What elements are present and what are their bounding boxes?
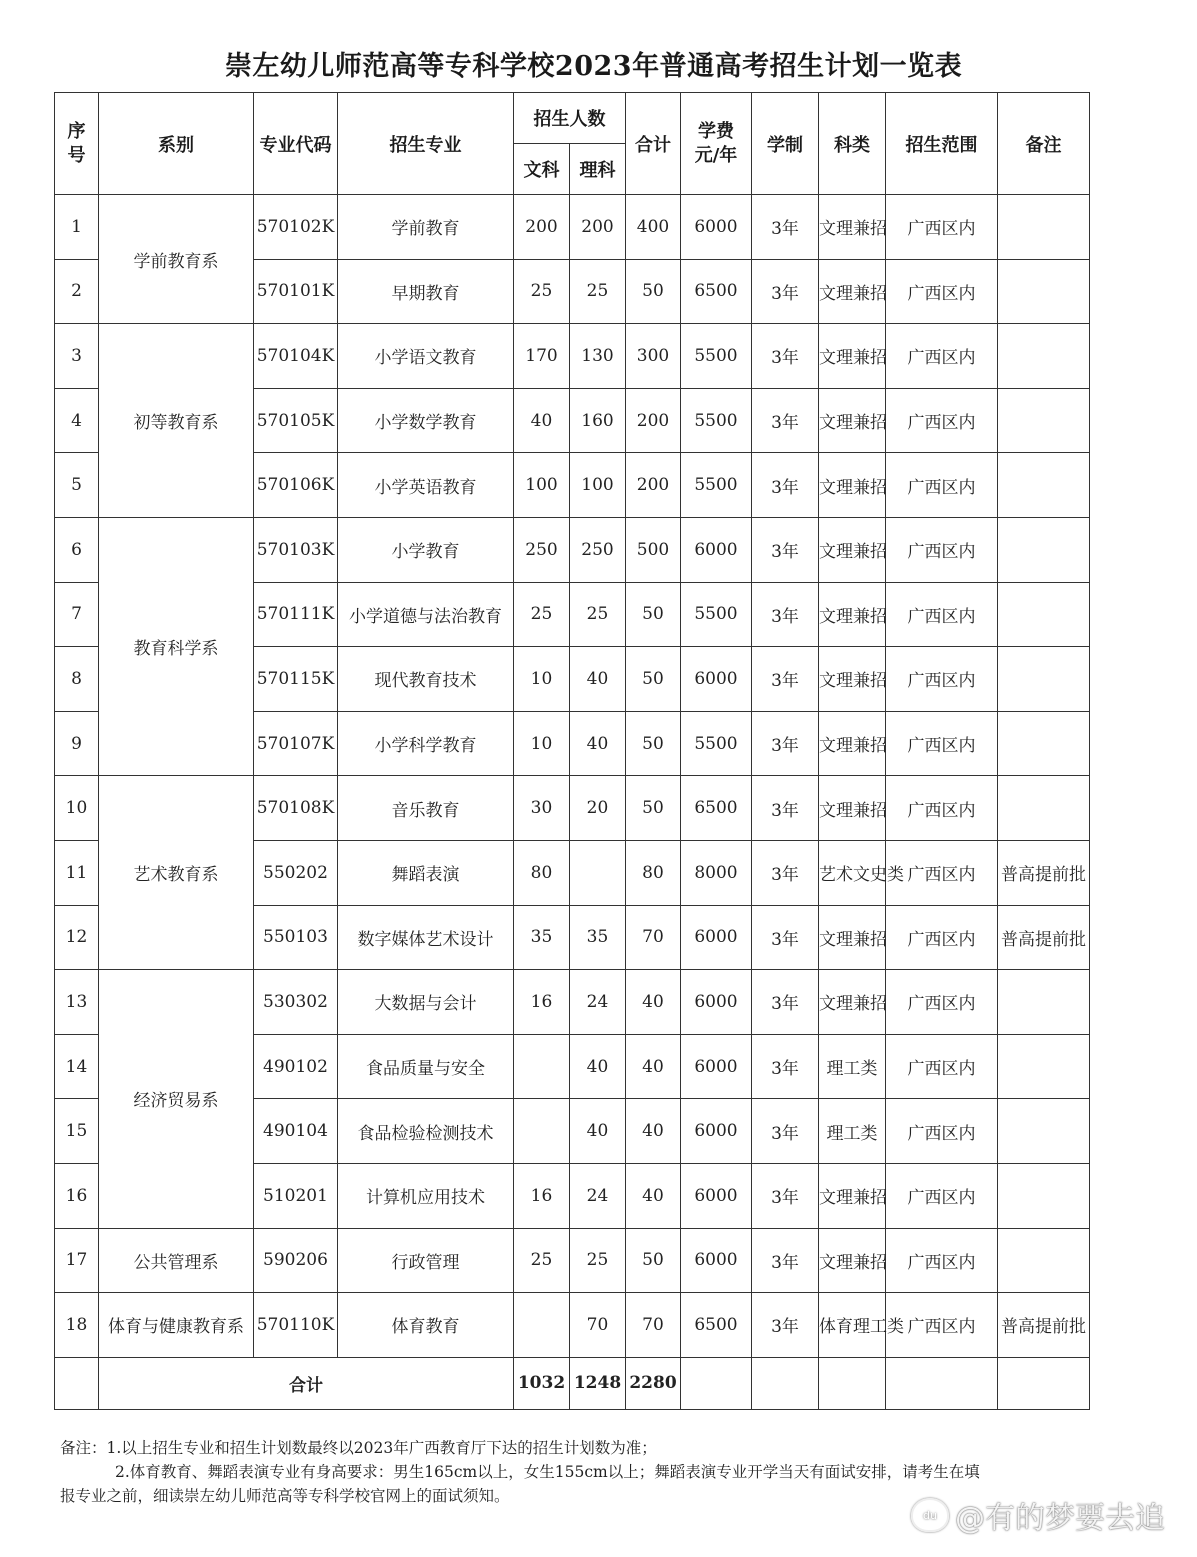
cell-li: 24 [570, 970, 626, 1035]
cell-total: 50 [626, 711, 681, 776]
cell-remark [998, 195, 1090, 260]
cell-wen: 16 [514, 970, 570, 1035]
cell-scope: 广西区内 [886, 582, 998, 647]
header-category: 科类 [819, 93, 886, 195]
cell-code: 570105K [254, 388, 338, 453]
cell-code: 570104K [254, 324, 338, 389]
cell-total: 50 [626, 647, 681, 712]
total-label: 合计 [99, 1357, 514, 1409]
total-row [55, 1357, 1197, 1409]
cell-li: 40 [570, 1034, 626, 1099]
cell-total: 500 [626, 517, 681, 582]
cell-code: 570115K [254, 647, 338, 712]
cell-duration: 3年 [752, 647, 819, 712]
cell-wen: 10 [514, 711, 570, 776]
cell-category: 体育理工类 [819, 1293, 886, 1358]
cell-department: 艺术教育系 [99, 776, 254, 970]
total-dur-empty [752, 1357, 819, 1409]
cell-department: 体育与健康教育系 [99, 1293, 254, 1358]
cell-wen: 16 [514, 1163, 570, 1228]
header-duration: 学制 [752, 93, 819, 195]
cell-fee: 5500 [681, 453, 752, 518]
header-code: 专业代码 [254, 93, 338, 195]
cell-code: 570110K [254, 1293, 338, 1358]
header-total: 合计 [626, 93, 681, 195]
cell-code: 530302 [254, 970, 338, 1035]
cell-fee: 8000 [681, 840, 752, 905]
cell-seq: 4 [55, 388, 99, 453]
cell-duration: 3年 [752, 711, 819, 776]
cell-major: 计算机应用技术 [338, 1163, 514, 1228]
cell-li: 24 [570, 1163, 626, 1228]
cell-code: 570103K [254, 517, 338, 582]
cell-fee: 6500 [681, 776, 752, 841]
cell-scope: 广西区内 [886, 259, 998, 324]
cell-major: 体育教育 [338, 1293, 514, 1358]
cell-wen: 170 [514, 324, 570, 389]
total-empty-cell [55, 1357, 99, 1409]
cell-seq: 9 [55, 711, 99, 776]
cell-fee: 6000 [681, 1228, 752, 1293]
table-row [55, 195, 1197, 260]
cell-fee: 6000 [681, 1034, 752, 1099]
table-row [55, 1293, 1197, 1358]
cell-category: 文理兼招 [819, 517, 886, 582]
cell-scope: 广西区内 [886, 647, 998, 712]
cell-li: 200 [570, 195, 626, 260]
cell-code: 570108K [254, 776, 338, 841]
cell-remark [998, 970, 1090, 1035]
cell-wen: 200 [514, 195, 570, 260]
table-body [55, 195, 1197, 1358]
cell-wen [514, 1099, 570, 1164]
cell-fee: 6000 [681, 647, 752, 712]
cell-scope: 广西区内 [886, 970, 998, 1035]
cell-total: 80 [626, 840, 681, 905]
cell-fee: 6500 [681, 1293, 752, 1358]
cell-code: 550103 [254, 905, 338, 970]
cell-code: 570107K [254, 711, 338, 776]
cell-category: 艺术文史类 [819, 840, 886, 905]
cell-duration: 3年 [752, 905, 819, 970]
cell-major: 现代教育技术 [338, 647, 514, 712]
cell-duration: 3年 [752, 582, 819, 647]
cell-wen: 250 [514, 517, 570, 582]
cell-remark [998, 582, 1090, 647]
cell-category: 文理兼招 [819, 195, 886, 260]
cell-total: 50 [626, 582, 681, 647]
cell-seq: 1 [55, 195, 99, 260]
cell-code: 570101K [254, 259, 338, 324]
cell-remark: 普高提前批 [998, 1293, 1090, 1358]
cell-duration: 3年 [752, 1099, 819, 1164]
cell-wen: 25 [514, 259, 570, 324]
note-line-3: 报专业之前，细读崇左幼儿师范高等专科学校官网上的面试须知。 [60, 1487, 510, 1505]
cell-fee: 6500 [681, 259, 752, 324]
cell-fee: 5500 [681, 711, 752, 776]
cell-seq: 5 [55, 453, 99, 518]
header-like: 理科 [570, 144, 626, 195]
cell-major: 行政管理 [338, 1228, 514, 1293]
cell-fee: 6000 [681, 905, 752, 970]
cell-department: 教育科学系 [99, 517, 254, 775]
cell-code: 550202 [254, 840, 338, 905]
cell-fee: 6000 [681, 1099, 752, 1164]
cell-duration: 3年 [752, 1228, 819, 1293]
cell-total: 70 [626, 905, 681, 970]
cell-total: 40 [626, 970, 681, 1035]
enrollment-table [54, 92, 1197, 1410]
cell-scope: 广西区内 [886, 324, 998, 389]
cell-scope: 广西区内 [886, 388, 998, 453]
cell-scope: 广西区内 [886, 905, 998, 970]
cell-seq: 8 [55, 647, 99, 712]
cell-duration: 3年 [752, 453, 819, 518]
cell-duration: 3年 [752, 970, 819, 1035]
cell-department: 经济贸易系 [99, 970, 254, 1228]
cell-li: 40 [570, 711, 626, 776]
cell-wen [514, 1293, 570, 1358]
cell-li [570, 840, 626, 905]
cell-li: 20 [570, 776, 626, 841]
cell-total: 40 [626, 1034, 681, 1099]
cell-duration: 3年 [752, 1163, 819, 1228]
cell-remark [998, 647, 1090, 712]
total-remark-empty [998, 1357, 1090, 1409]
cell-wen: 10 [514, 647, 570, 712]
cell-wen: 100 [514, 453, 570, 518]
cell-seq: 13 [55, 970, 99, 1035]
cell-remark [998, 1228, 1090, 1293]
cell-li: 40 [570, 1099, 626, 1164]
cell-fee: 5500 [681, 388, 752, 453]
cell-fee: 6000 [681, 1163, 752, 1228]
cell-duration: 3年 [752, 1293, 819, 1358]
cell-li: 25 [570, 259, 626, 324]
cell-department: 公共管理系 [99, 1228, 254, 1293]
cell-fee: 6000 [681, 195, 752, 260]
cell-scope: 广西区内 [886, 1293, 998, 1358]
cell-duration: 3年 [752, 324, 819, 389]
cell-li: 130 [570, 324, 626, 389]
cell-category: 文理兼招 [819, 776, 886, 841]
cell-major: 小学英语教育 [338, 453, 514, 518]
cell-remark [998, 1099, 1090, 1164]
header-fee: 学费 元/年 [681, 93, 752, 195]
cell-remark [998, 259, 1090, 324]
cell-category: 文理兼招 [819, 388, 886, 453]
cell-fee: 5500 [681, 324, 752, 389]
cell-wen [514, 1034, 570, 1099]
cell-seq: 3 [55, 324, 99, 389]
cell-major: 数字媒体艺术设计 [338, 905, 514, 970]
cell-total: 400 [626, 195, 681, 260]
total-cat-empty [819, 1357, 886, 1409]
note-line-2: 2.体育教育、舞蹈表演专业有身高要求：男生165cm以上，女生155cm以上；舞蹈表演专业开学当天有面试安排，请考生在填 [115, 1463, 980, 1481]
cell-scope: 广西区内 [886, 1034, 998, 1099]
cell-duration: 3年 [752, 1034, 819, 1099]
cell-seq: 2 [55, 259, 99, 324]
cell-remark [998, 453, 1090, 518]
table-row [55, 324, 1197, 389]
cell-li: 250 [570, 517, 626, 582]
cell-major: 小学教育 [338, 517, 514, 582]
header-remark: 备注 [998, 93, 1090, 195]
cell-total: 200 [626, 388, 681, 453]
note-line-1: 备注：1.以上招生专业和招生计划数最终以2023年广西教育厅下达的招生计划数为准； [60, 1439, 657, 1457]
cell-seq: 10 [55, 776, 99, 841]
cell-category: 理工类 [819, 1034, 886, 1099]
cell-li: 40 [570, 647, 626, 712]
page-title: 崇左幼儿师范高等专科学校2023年普通高考招生计划一览表 [224, 51, 963, 82]
cell-total: 40 [626, 1099, 681, 1164]
table-row [55, 970, 1197, 1035]
cell-remark [998, 517, 1090, 582]
header-row-1 [55, 93, 1197, 144]
cell-wen: 25 [514, 1228, 570, 1293]
cell-seq: 6 [55, 517, 99, 582]
cell-category: 文理兼招 [819, 1228, 886, 1293]
cell-wen: 25 [514, 582, 570, 647]
cell-li: 70 [570, 1293, 626, 1358]
header-dept: 系别 [99, 93, 254, 195]
cell-total: 300 [626, 324, 681, 389]
cell-category: 文理兼招 [819, 1163, 886, 1228]
header-seq: 序 号 [55, 93, 99, 195]
cell-category: 文理兼招 [819, 647, 886, 712]
header-enroll: 招生人数 [514, 93, 626, 144]
cell-major: 音乐教育 [338, 776, 514, 841]
cell-scope: 广西区内 [886, 1099, 998, 1164]
cell-duration: 3年 [752, 259, 819, 324]
cell-major: 大数据与会计 [338, 970, 514, 1035]
paw-logo-icon: du [911, 1498, 949, 1532]
cell-category: 文理兼招 [819, 324, 886, 389]
header-major: 招生专业 [338, 93, 514, 195]
total-wen: 1032 [514, 1357, 570, 1409]
cell-category: 文理兼招 [819, 259, 886, 324]
cell-scope: 广西区内 [886, 711, 998, 776]
cell-remark [998, 776, 1090, 841]
cell-total: 50 [626, 776, 681, 841]
cell-code: 590206 [254, 1228, 338, 1293]
cell-total: 50 [626, 1228, 681, 1293]
cell-wen: 80 [514, 840, 570, 905]
cell-scope: 广西区内 [886, 453, 998, 518]
table-row [55, 776, 1197, 841]
cell-fee: 6000 [681, 970, 752, 1035]
cell-code: 490104 [254, 1099, 338, 1164]
cell-code: 570111K [254, 582, 338, 647]
cell-li: 160 [570, 388, 626, 453]
cell-seq: 7 [55, 582, 99, 647]
cell-major: 小学道德与法治教育 [338, 582, 514, 647]
watermark [911, 1493, 1165, 1537]
cell-remark: 普高提前批 [998, 905, 1090, 970]
total-scope-empty [886, 1357, 998, 1409]
cell-department: 学前教育系 [99, 195, 254, 324]
cell-category: 文理兼招 [819, 582, 886, 647]
cell-category: 文理兼招 [819, 711, 886, 776]
cell-major: 早期教育 [338, 259, 514, 324]
table-row [55, 1228, 1197, 1293]
cell-total: 70 [626, 1293, 681, 1358]
cell-total: 40 [626, 1163, 681, 1228]
cell-code: 570102K [254, 195, 338, 260]
cell-seq: 11 [55, 840, 99, 905]
cell-code: 490102 [254, 1034, 338, 1099]
cell-seq: 12 [55, 905, 99, 970]
cell-major: 食品检验检测技术 [338, 1099, 514, 1164]
cell-remark [998, 324, 1090, 389]
cell-major: 小学科学教育 [338, 711, 514, 776]
total-li: 1248 [570, 1357, 626, 1409]
cell-seq: 18 [55, 1293, 99, 1358]
cell-major: 舞蹈表演 [338, 840, 514, 905]
header-wenke: 文科 [514, 144, 570, 195]
cell-seq: 17 [55, 1228, 99, 1293]
total-fee-empty [681, 1357, 752, 1409]
cell-scope: 广西区内 [886, 195, 998, 260]
table-row [55, 517, 1197, 582]
cell-duration: 3年 [752, 776, 819, 841]
cell-seq: 16 [55, 1163, 99, 1228]
cell-scope: 广西区内 [886, 776, 998, 841]
cell-li: 25 [570, 582, 626, 647]
cell-major: 小学数学教育 [338, 388, 514, 453]
cell-fee: 6000 [681, 517, 752, 582]
cell-duration: 3年 [752, 388, 819, 453]
cell-code: 510201 [254, 1163, 338, 1228]
cell-wen: 30 [514, 776, 570, 841]
cell-remark: 普高提前批 [998, 840, 1090, 905]
cell-wen: 35 [514, 905, 570, 970]
cell-major: 学前教育 [338, 195, 514, 260]
cell-total: 200 [626, 453, 681, 518]
header-scope: 招生范围 [886, 93, 998, 195]
cell-scope: 广西区内 [886, 1228, 998, 1293]
cell-li: 25 [570, 1228, 626, 1293]
cell-remark [998, 388, 1090, 453]
cell-category: 文理兼招 [819, 905, 886, 970]
watermark-text: @有的梦要去追 [955, 1501, 1165, 1536]
cell-scope: 广西区内 [886, 840, 998, 905]
cell-scope: 广西区内 [886, 1163, 998, 1228]
cell-department: 初等教育系 [99, 324, 254, 518]
cell-seq: 14 [55, 1034, 99, 1099]
cell-category: 理工类 [819, 1099, 886, 1164]
cell-li: 100 [570, 453, 626, 518]
cell-remark [998, 1163, 1090, 1228]
cell-duration: 3年 [752, 517, 819, 582]
cell-major: 食品质量与安全 [338, 1034, 514, 1099]
cell-major: 小学语文教育 [338, 324, 514, 389]
cell-li: 35 [570, 905, 626, 970]
total-sum: 2280 [626, 1357, 681, 1409]
cell-scope: 广西区内 [886, 517, 998, 582]
cell-remark [998, 1034, 1090, 1099]
cell-code: 570106K [254, 453, 338, 518]
cell-seq: 15 [55, 1099, 99, 1164]
cell-category: 文理兼招 [819, 453, 886, 518]
cell-remark [998, 711, 1090, 776]
cell-total: 50 [626, 259, 681, 324]
cell-fee: 5500 [681, 582, 752, 647]
cell-duration: 3年 [752, 840, 819, 905]
cell-wen: 40 [514, 388, 570, 453]
cell-duration: 3年 [752, 195, 819, 260]
cell-category: 文理兼招 [819, 970, 886, 1035]
